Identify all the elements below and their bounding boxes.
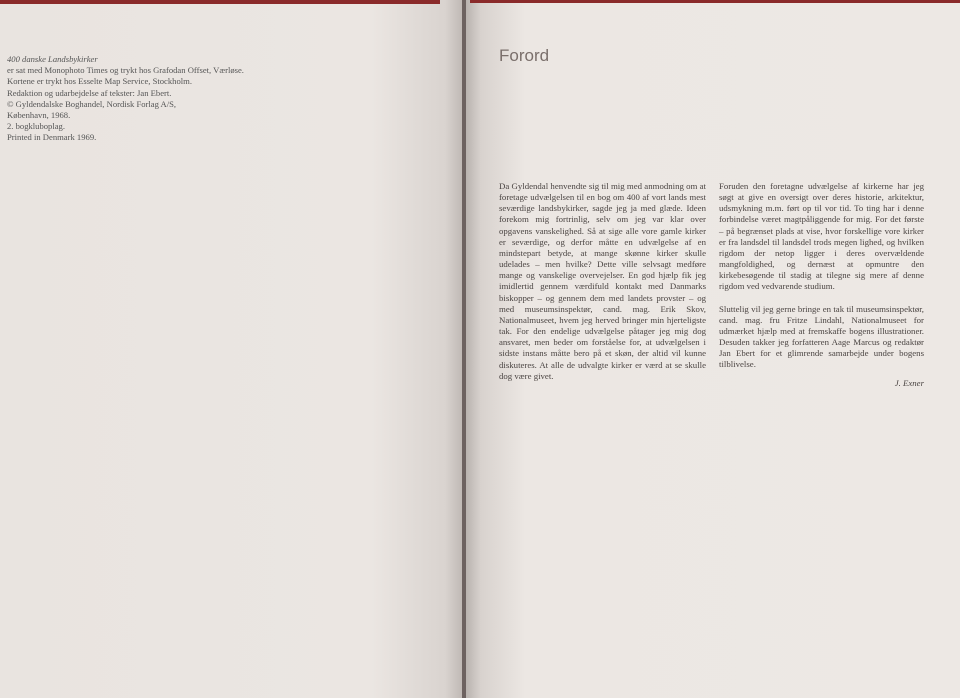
imprint-line: København, 1968. (7, 110, 71, 121)
cover-edge (470, 0, 960, 3)
text-column-right (719, 181, 924, 389)
imprint-line: 2. bogkluboplag. (7, 121, 66, 132)
imprint-line: Printed in Denmark 1969. (7, 132, 97, 143)
imprint-block (7, 54, 327, 144)
imprint-line: 400 danske Landsbykirker (7, 54, 98, 64)
paragraph: Sluttelig vil jeg gerne bringe en tak til museumsinspektør, cand. mag. fru Fritze Lindahl, Nationalmuseet for udmærket hjælp med at fremskaffe bogens illustrationer. Desuden takker jeg forfatteren Aage Marcus og redaktør Jan Ebert for et glimrende samarbejde under bogens tilblivelse. (719, 303, 924, 370)
paragraph: Foruden den foretagne udvælgelse af kirkerne har jeg søgt at give en oversigt over deres historie, arkitektur, udsmykning m.m. ført op til vor tid. To ting har i denne forbindelse været magtpåliggende for mig. For det første – på begrænset plads at vise, hvor forskellige vore kirker er fra landsdel til landsdel trods megen lighed, og hvilken rigdom der netop ligger i deres overvældende mangfoldighed, og dernæst at opmuntre den kirkebesøgende til stadig at tilegne sig mere af denne rigdom ved vedvarende studium. (719, 181, 924, 292)
text-column-left (499, 181, 706, 393)
page-title: Forord (499, 46, 550, 65)
left-page (0, 0, 464, 698)
imprint-line: er sat med Monophoto Times og trykt hos Grafodan Offset, Værløse. (7, 65, 244, 76)
imprint-line: Kortene er trykt hos Esselte Map Service, Stockholm. (7, 76, 192, 87)
cover-edge (0, 0, 440, 4)
imprint-line: © Gyldendalske Boghandel, Nordisk Forlag A/S, (7, 98, 177, 109)
imprint-line: Redaktion og udarbejdelse af tekster: Jan Ebert. (7, 87, 172, 98)
signature: J. Exner (894, 377, 924, 388)
paragraph: Da Gyldendal henvendte sig til mig med anmodning om at foretage udvælgelsen til en bog om 400 af vort lands mest seværdige landsbykirker, sagde jeg ja med glæde. Ideen forekom mig fortrinlig, selv om jeg var klar over opgavens vanskelighed. Så at sige alle vore gamle kirker er seværdige, og derfor måtte en udvælgelse af en mindstepart betyde, at mange skønne kirker skulle udelades – men hvilke? Dette ville selvsagt medføre mange og vanskelige overvejelser. En god hjælp fik jeg imidlertid gennem værdifuld kontakt med Danmarks biskopper – og gennem dem med landets provster – og med museumsinspektør, cand. mag. Erik Skov, Nationalmuseet, hvem jeg herved bringer min hjerteligste tak. For den endelige udvælgelse påtager jeg mig dog ansvaret, men beder om forståelse for, at udvælgelsen i sidste instans måtte bero på et skøn, der altid vil kunne diskuteres. At alle de udvalgte kirker er værd at se skulle dog være givet. (499, 181, 706, 381)
